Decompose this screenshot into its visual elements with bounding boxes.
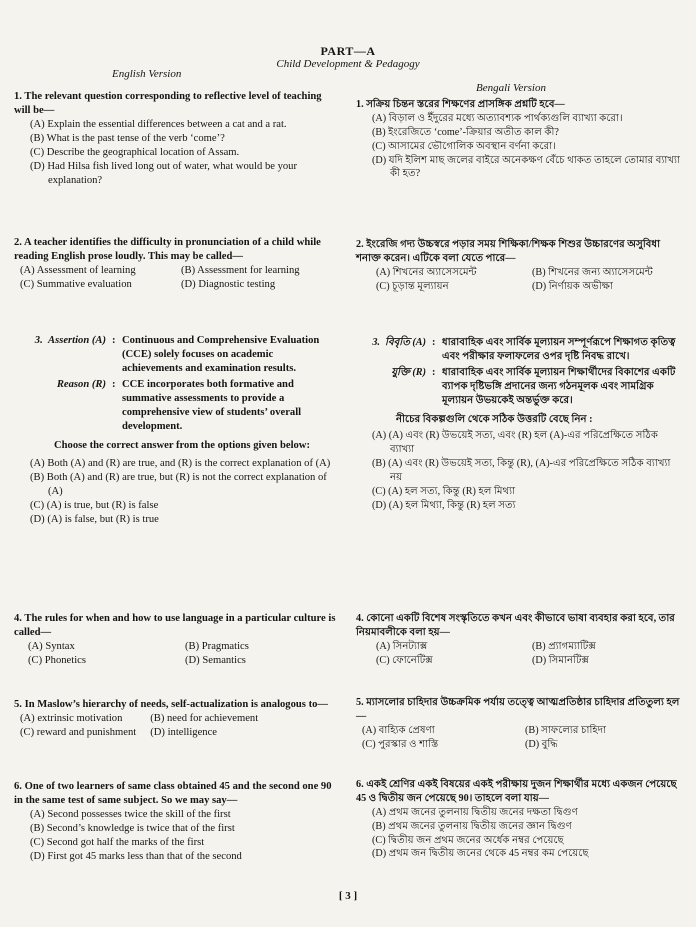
subject-heading: Child Development & Pedagogy	[276, 58, 420, 70]
question-stem: 4. The rules for when and how to use language in a particular culture is called—	[14, 613, 336, 639]
option-c: (C) Describe the geographical location of Assam.	[30, 147, 240, 159]
option-b: (B) ইংরেজিতে ‘come’-ক্রিয়ার অতীত কাল কী?	[372, 126, 559, 138]
option-c: (C) ফোনেটিক্স	[376, 654, 433, 666]
english-question-2	[14, 236, 336, 292]
question-stem: 1. সক্রিয় চিন্তন স্তরের শিক্ষণের প্রাসঙ্গিক প্রশ্নটি হবে—	[356, 99, 565, 110]
option-d: (D) Had Hilsa fish lived long out of water, what would be your explanation?	[30, 161, 298, 187]
bengali-question-1	[356, 98, 682, 181]
option-b: (B) সাফল্যের চাহিদা	[525, 724, 607, 736]
option-b: (B) শিখনের জন্য অ্যাসেসমেন্ট	[532, 266, 653, 278]
question-stem: 2. A teacher identifies the difficulty in pronunciation of a child while reading English prose loudly. This may be called—	[14, 237, 321, 263]
option-b: (B) Both (A) and (R) are true, but (R) is not the correct explanation of (A)	[30, 471, 327, 497]
option-b: (B) need for achievement	[150, 713, 259, 725]
option-a: (A) শিখনের অ্যাসেসমেন্ট	[376, 266, 477, 278]
option-b: (B) Assessment for learning	[181, 265, 300, 277]
option-a: (A) Second possesses twice the skill of the first	[30, 809, 231, 821]
reason-text: CCE incorporates both formative and summative assessments to provide a comprehensive view of students’ overall development.	[122, 379, 302, 433]
options-grid	[14, 264, 336, 292]
option-a: (A) extrinsic motivation	[20, 713, 123, 725]
option-b: (B) প্র্যাগম্যাটিক্স	[532, 640, 596, 652]
reason-row: Reason (R) : CCE incorporates both formative and summative assessments to provide a comprehensive view of students’ overall development.	[14, 378, 336, 434]
bengali-question-2	[356, 238, 682, 294]
options-grid	[356, 266, 682, 294]
option-a: (A) প্রথম জনের তুলনায় দ্বিতীয় জনের দক্ষতা দ্বিগুণ	[372, 806, 578, 818]
option-d: (D) Diagnostic testing	[181, 279, 276, 291]
option-c: (C) Summative evaluation	[20, 279, 132, 291]
question-stem: 6. One of two learners of same class obtained 45 and the second one 90 in the same test of same subject. So we may say—	[14, 781, 332, 807]
reason-label: যুক্তি (R)	[391, 366, 426, 378]
english-question-4	[14, 612, 336, 668]
question-stem: 1. The relevant question corresponding to reflective level of teaching will be—	[14, 91, 322, 117]
options-grid	[14, 640, 336, 668]
question-stem: 4. কোনো একটি বিশেষ সংস্কৃতিতে কখন এবং কীভাবে ভাষা ব্যবহার করা হবে, তার নিয়মাবলীকে বলা হয়—	[356, 613, 675, 638]
option-c: (C) দ্বিতীয় জন প্রথম জনের অর্ধেক নম্বর পেয়েছে	[372, 834, 564, 846]
option-a: (A) Explain the essential differences between a cat and a rat.	[30, 119, 287, 131]
assertion-text: ধারাবাহিক এবং সার্বিক মূল্যায়ন সম্পূর্ণরূপে শিক্ষাগত কৃতিত্ব এবং পরীক্ষার ফলাফলের ওপর দৃষ্টি নিবদ্ধ রাখে।	[442, 337, 676, 362]
assertion-row: 3. Assertion (A) : Continuous and Comprehensive Evaluation (CCE) solely focuses on academic achievements and examination results.	[14, 334, 336, 376]
option-d: (D) (A) হল মিথ্যা, কিন্তু (R) হল সত্য	[372, 499, 516, 511]
question-stem: 5. In Maslow’s hierarchy of needs, self-actualization is analogous to—	[14, 699, 328, 710]
question-instruction: নীচের বিকল্পগুলি থেকে সঠিক উত্তরটি বেছে নিন :	[396, 414, 593, 426]
question-stem: 6. একই শ্রেণির একই বিষয়ের একই পরীক্ষায় দুজন শিক্ষার্থীর মধ্যে একজন পেয়েছে 45 ও দ্বিতীয় জন পেয়েছে 90। তাহলে বলা যায়—	[356, 779, 677, 804]
option-c: (C) Phonetics	[28, 655, 86, 667]
english-version-label: English Version	[112, 68, 182, 80]
option-c: (C) Second got half the marks of the first	[30, 837, 205, 849]
option-b: (B) What is the past tense of the verb ‘come’?	[30, 133, 225, 145]
options-grid	[356, 724, 682, 752]
option-d: (D) intelligence	[150, 727, 217, 739]
bengali-version-label: Bengali Version	[476, 82, 546, 94]
question-stem: 5. ম্যাসলোর চাহিদার উচ্চক্রমিক পর্যায় তত্ত্বে আত্মপ্রতিষ্ঠার চাহিদার প্রতিতুল্য হল—	[356, 697, 680, 722]
option-d: (D) সিমানটিক্স	[532, 654, 589, 666]
part-heading: PART—A	[320, 44, 376, 58]
option-b: (B) Second’s knowledge is twice that of the first	[30, 823, 235, 835]
english-question-3	[14, 334, 336, 527]
option-d: (D) যদি ইলিশ মাছ জলের বাইরে অনেকক্ষণ বেঁচে থাকত তাহলে তোমার ব্যাখ্যা কী হত?	[372, 154, 680, 180]
option-c: (C) reward and punishment	[20, 727, 137, 739]
page-number: [ 3 ]	[338, 890, 358, 902]
english-question-1	[14, 90, 336, 189]
reason-text: ধারাবাহিক এবং সার্বিক মূল্যায়ন শিক্ষার্থীদের বিকাশের একটি ব্যাপক দৃষ্টিভঙ্গি প্রদানের জন্য গঠনমূলক এবং সামগ্রিক মূল্যায়ন উভয়কেই অন্তর্ভুক্ত করে।	[442, 366, 676, 406]
option-d: (D) Semantics	[185, 655, 246, 667]
option-c: (C) (A) হল সত্য, কিন্তু (R) হল মিথ্যা	[372, 485, 516, 497]
assertion-text: Continuous and Comprehensive Evaluation (CCE) solely focuses on academic achievements and examination results.	[122, 335, 320, 375]
reason-row: যুক্তি (R) : ধারাবাহিক এবং সার্বিক মূল্যায়ন শিক্ষার্থীদের বিকাশের একটি ব্যাপক দৃষ্টিভঙ্গি প্রদানের জন্য গঠনমূলক এবং সামগ্রিক মূল্যায়ন উভয়কেই অন্তর্ভুক্ত করে।	[356, 366, 682, 408]
option-c: (C) পুরস্কার ও শাস্তি	[362, 738, 439, 750]
option-b: (B) Pragmatics	[185, 641, 249, 653]
reason-label: Reason (R)	[56, 379, 106, 391]
english-question-5	[14, 698, 336, 740]
option-c: (C) (A) is true, but (R) is false	[30, 499, 159, 511]
option-d: (D) (A) is false, but (R) is true	[30, 513, 159, 525]
option-c: (C) চূড়ান্ত মূল্যায়ন	[376, 280, 449, 292]
options-grid	[356, 640, 682, 668]
options-grid	[14, 712, 336, 740]
option-a: (A) Assessment of learning	[20, 265, 136, 277]
assertion-label: 3. Assertion (A)	[34, 335, 106, 346]
assertion-label: 3. বিবৃতি (A)	[372, 337, 426, 348]
assertion-row: 3. বিবৃতি (A) : ধারাবাহিক এবং সার্বিক মূল্যায়ন সম্পূর্ণরূপে শিক্ষাগত কৃতিত্ব এবং পরীক্ষার ফলাফলের ওপর দৃষ্টি নিবদ্ধ রাখে।	[356, 336, 682, 364]
bengali-question-4	[356, 612, 682, 668]
question-stem: 2. ইংরেজি গদ্য উচ্চস্বরে পড়ার সময় শিক্ষিকা/শিক্ষক শিশুর উচ্চারণের অসুবিধা শনাক্ত করেন। এটিকে বলা যেতে পারে—	[356, 239, 661, 264]
option-b: (B) প্রথম জনের তুলনায় দ্বিতীয় জনের জ্ঞান দ্বিগুণ	[372, 820, 572, 832]
option-a: (A) Both (A) and (R) are true, and (R) is the correct explanation of (A)	[30, 457, 331, 469]
option-a: (A) বাহ্যিক প্রেষণা	[362, 724, 435, 736]
option-a: (A) (A) এবং (R) উভয়েই সত্য, এবং (R) হল (A)-এর পরিপ্রেক্ষিতে সঠিক ব্যাখ্যা	[372, 430, 658, 456]
option-a: (A) Syntax	[28, 641, 75, 653]
english-question-6	[14, 780, 336, 864]
bengali-question-5	[356, 696, 682, 752]
option-a: (A) সিনট্যাক্স	[376, 640, 428, 652]
option-d: (D) First got 45 marks less than that of the second	[30, 851, 242, 863]
option-b: (B) (A) এবং (R) উভয়েই সত্য, কিন্তু (R), (A)-এর পরিপ্রেক্ষিতে সঠিক ব্যাখ্যা নয়	[372, 458, 671, 483]
option-d: (D) নির্ণায়ক অভীক্ষা	[532, 280, 614, 292]
bengali-question-3	[356, 336, 682, 513]
option-d: (D) প্রথম জন দ্বিতীয় জনের থেকে 45 নম্বর কম পেয়েছে	[372, 848, 589, 860]
bengali-question-6	[356, 778, 682, 861]
question-instruction: Choose the correct answer from the options given below:	[54, 439, 310, 451]
option-a: (A) বিড়াল ও ইঁদুরের মধ্যে অত্যাবশ্যক পার্থক্যগুলি ব্যাখ্যা করো।	[372, 112, 623, 124]
option-d: (D) বুদ্ধি	[525, 738, 558, 750]
option-c: (C) আসামের ভৌগোলিক অবস্থান বর্ণনা করো।	[372, 140, 556, 152]
